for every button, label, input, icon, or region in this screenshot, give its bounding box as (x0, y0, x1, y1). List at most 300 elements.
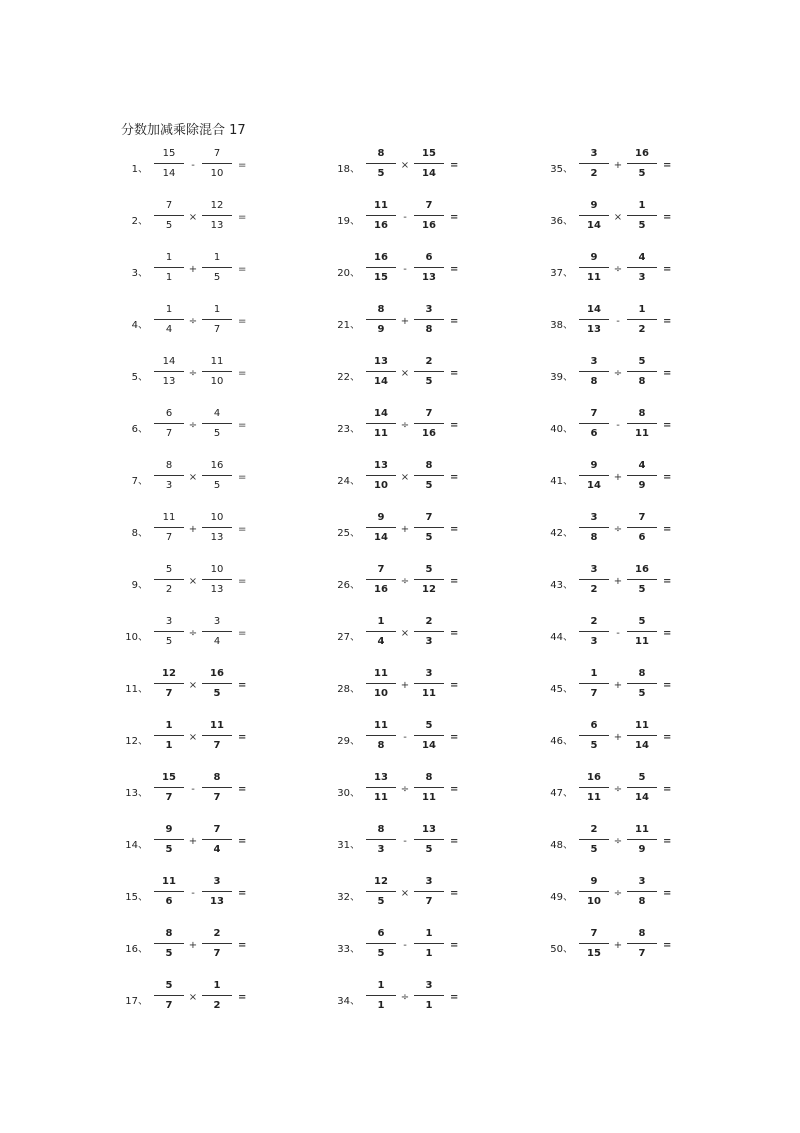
fraction-bar (579, 683, 609, 684)
equals-sign: = (663, 784, 672, 795)
fraction-b (627, 147, 657, 187)
fraction-a-denominator: 8 (590, 532, 598, 543)
operator-sign: + (188, 836, 198, 847)
equals-sign: = (663, 628, 672, 639)
fraction-a-numerator: 15 (162, 772, 176, 783)
fraction-bar (366, 423, 396, 424)
fraction-b-denominator: 5 (213, 480, 221, 491)
fraction-a (366, 771, 396, 811)
fraction-bar (579, 579, 609, 580)
fraction-bar (414, 683, 444, 684)
fraction-bar (579, 891, 609, 892)
fraction-a-numerator: 11 (162, 876, 176, 887)
equals-sign: = (450, 368, 459, 379)
problem-row (120, 355, 330, 395)
fraction-a-numerator: 1 (377, 616, 385, 627)
problem-row (332, 147, 542, 187)
fraction-b (202, 251, 232, 291)
fraction-b (202, 771, 232, 811)
fraction-b (202, 979, 232, 1019)
problem-number: 20、 (337, 268, 360, 279)
fraction-b (414, 147, 444, 187)
fraction-b-denominator: 5 (213, 688, 221, 699)
fraction-a-numerator: 8 (165, 928, 173, 939)
problem-row (120, 563, 330, 603)
fraction-bar (202, 683, 232, 684)
fraction-b (414, 667, 444, 707)
fraction-b (202, 199, 232, 239)
fraction-bar (154, 995, 184, 996)
equals-sign: = (663, 264, 672, 275)
fraction-b (627, 407, 657, 447)
fraction-a-numerator: 1 (165, 720, 173, 731)
operator-sign: ÷ (188, 628, 198, 639)
fraction-a-numerator: 1 (590, 668, 598, 679)
fraction-b-numerator: 10 (210, 564, 224, 575)
equals-sign: = (663, 524, 672, 535)
fraction-bar (366, 267, 396, 268)
operator-sign: - (191, 888, 195, 899)
fraction-bar (414, 371, 444, 372)
fraction-bar (202, 631, 232, 632)
fraction-a-numerator: 13 (374, 356, 388, 367)
equals-sign: = (238, 576, 247, 587)
problem-row (120, 407, 330, 447)
fraction-bar (202, 943, 232, 944)
equals-sign: = (238, 992, 247, 1003)
fraction-a-denominator: 13 (162, 376, 176, 387)
equals-sign: = (663, 940, 672, 951)
fraction-b-numerator: 11 (635, 824, 649, 835)
fraction-a-numerator: 5 (165, 980, 173, 991)
fraction-bar (202, 423, 232, 424)
problem-number: 29、 (337, 736, 360, 747)
operator-sign: - (403, 212, 407, 223)
problem-number: 40、 (550, 424, 573, 435)
fraction-a-numerator: 11 (374, 720, 388, 731)
fraction-bar (627, 787, 657, 788)
fraction-bar (154, 683, 184, 684)
fraction-b-numerator: 3 (425, 668, 433, 679)
fraction-bar (366, 371, 396, 372)
fraction-bar (366, 891, 396, 892)
fraction-b-numerator: 2 (425, 356, 433, 367)
fraction-bar (627, 943, 657, 944)
fraction-bar (366, 163, 396, 164)
operator-sign: × (188, 992, 198, 1003)
problem-row (545, 615, 755, 655)
problem-number: 2、 (131, 216, 148, 227)
fraction-b-denominator: 5 (213, 272, 221, 283)
operator-sign: - (616, 628, 620, 639)
fraction-a (154, 355, 184, 395)
fraction-a-numerator: 9 (590, 460, 598, 471)
fraction-bar (579, 943, 609, 944)
problem-row (332, 771, 542, 811)
fraction-a-denominator: 8 (377, 740, 385, 751)
problem-row (545, 407, 755, 447)
fraction-bar (414, 215, 444, 216)
equals-sign: = (450, 420, 459, 431)
fraction-bar (366, 735, 396, 736)
problem-number: 45、 (550, 684, 573, 695)
problem-number: 5、 (131, 372, 148, 383)
fraction-b-numerator: 7 (425, 200, 433, 211)
operator-sign: + (400, 316, 410, 327)
fraction-b-denominator: 16 (422, 220, 436, 231)
fraction-a (366, 563, 396, 603)
fraction-b-denominator: 5 (638, 688, 646, 699)
fraction-b-numerator: 11 (210, 356, 224, 367)
fraction-bar (579, 735, 609, 736)
fraction-b-denominator: 14 (635, 740, 649, 751)
equals-sign: = (663, 420, 672, 431)
fraction-bar (579, 787, 609, 788)
fraction-b (414, 563, 444, 603)
fraction-bar (154, 527, 184, 528)
fraction-b-numerator: 16 (210, 668, 224, 679)
problem-row (545, 303, 755, 343)
fraction-b-denominator: 5 (425, 844, 433, 855)
operator-sign: × (400, 368, 410, 379)
operator-sign: ÷ (188, 316, 198, 327)
fraction-b (202, 355, 232, 395)
fraction-bar (627, 163, 657, 164)
fraction-b-numerator: 4 (638, 252, 646, 263)
equals-sign: = (238, 888, 247, 899)
fraction-b-numerator: 3 (213, 876, 221, 887)
fraction-b (202, 927, 232, 967)
fraction-a-numerator: 16 (587, 772, 601, 783)
equals-sign: = (450, 160, 459, 171)
operator-sign: ÷ (613, 368, 623, 379)
fraction-b-numerator: 8 (638, 408, 646, 419)
operator-sign: + (613, 732, 623, 743)
equals-sign: = (450, 628, 459, 639)
fraction-a-denominator: 10 (374, 688, 388, 699)
fraction-bar (202, 319, 232, 320)
problem-row (545, 771, 755, 811)
fraction-a-numerator: 8 (377, 304, 385, 315)
fraction-a (366, 823, 396, 863)
fraction-bar (202, 579, 232, 580)
fraction-b-numerator: 2 (425, 616, 433, 627)
fraction-b-denominator: 3 (638, 272, 646, 283)
fraction-b (627, 823, 657, 863)
fraction-bar (414, 163, 444, 164)
fraction-a-numerator: 14 (374, 408, 388, 419)
problem-number: 36、 (550, 216, 573, 227)
fraction-a (579, 199, 609, 239)
problem-number: 4、 (131, 320, 148, 331)
problem-row (332, 823, 542, 863)
fraction-a (154, 251, 184, 291)
fraction-a (366, 303, 396, 343)
fraction-a (579, 303, 609, 343)
fraction-a (579, 147, 609, 187)
problem-number: 11、 (125, 684, 148, 695)
fraction-bar (202, 475, 232, 476)
operator-sign: - (616, 420, 620, 431)
problem-number: 30、 (337, 788, 360, 799)
fraction-bar (627, 631, 657, 632)
problem-number: 44、 (550, 632, 573, 643)
fraction-b (202, 459, 232, 499)
fraction-bar (627, 475, 657, 476)
fraction-b-numerator: 6 (425, 252, 433, 263)
fraction-b (414, 199, 444, 239)
operator-sign: + (400, 680, 410, 691)
fraction-bar (202, 527, 232, 528)
fraction-b (414, 303, 444, 343)
fraction-b-numerator: 7 (425, 512, 433, 523)
fraction-b-denominator: 13 (210, 220, 224, 231)
problem-row (545, 199, 755, 239)
problem-number: 28、 (337, 684, 360, 695)
fraction-bar (366, 943, 396, 944)
fraction-bar (579, 839, 609, 840)
fraction-a-denominator: 14 (587, 220, 601, 231)
problem-row (545, 823, 755, 863)
fraction-b-denominator: 13 (210, 896, 224, 907)
fraction-a-denominator: 1 (165, 272, 173, 283)
problem-number: 49、 (550, 892, 573, 903)
fraction-bar (154, 735, 184, 736)
fraction-a (366, 459, 396, 499)
fraction-b (202, 303, 232, 343)
fraction-a (366, 979, 396, 1019)
fraction-a-numerator: 8 (377, 824, 385, 835)
fraction-b-denominator: 5 (425, 480, 433, 491)
fraction-b-denominator: 5 (425, 376, 433, 387)
fraction-b-numerator: 3 (425, 304, 433, 315)
problem-row (545, 251, 755, 291)
fraction-b (414, 719, 444, 759)
fraction-b-denominator: 11 (422, 792, 436, 803)
problem-row (120, 927, 330, 967)
fraction-bar (202, 163, 232, 164)
fraction-b-numerator: 8 (638, 668, 646, 679)
fraction-bar (154, 423, 184, 424)
problem-number: 43、 (550, 580, 573, 591)
fraction-bar (627, 735, 657, 736)
fraction-b-numerator: 8 (213, 772, 221, 783)
fraction-bar (366, 839, 396, 840)
fraction-a (366, 875, 396, 915)
operator-sign: ÷ (400, 420, 410, 431)
fraction-a-numerator: 7 (590, 928, 598, 939)
problem-number: 46、 (550, 736, 573, 747)
fraction-a (579, 251, 609, 291)
fraction-bar (202, 995, 232, 996)
problem-row (120, 147, 330, 187)
fraction-a-numerator: 2 (590, 616, 598, 627)
fraction-a-numerator: 5 (165, 564, 173, 575)
fraction-bar (366, 683, 396, 684)
fraction-a (579, 823, 609, 863)
fraction-b (202, 667, 232, 707)
operator-sign: - (191, 160, 195, 171)
fraction-b (202, 147, 232, 187)
problem-row (545, 511, 755, 551)
fraction-a-denominator: 1 (377, 1000, 385, 1011)
equals-sign: = (238, 732, 247, 743)
fraction-b-denominator: 13 (210, 584, 224, 595)
fraction-b (627, 199, 657, 239)
equals-sign: = (238, 784, 247, 795)
problem-row (545, 927, 755, 967)
fraction-b-denominator: 2 (213, 1000, 221, 1011)
fraction-a-denominator: 4 (377, 636, 385, 647)
fraction-b-denominator: 13 (210, 532, 224, 543)
fraction-b-denominator: 14 (422, 740, 436, 751)
fraction-bar (366, 527, 396, 528)
problem-row (120, 771, 330, 811)
fraction-a-denominator: 5 (590, 740, 598, 751)
fraction-b (627, 875, 657, 915)
problem-number: 48、 (550, 840, 573, 851)
equals-sign: = (238, 316, 247, 327)
fraction-b (202, 511, 232, 551)
fraction-bar (579, 475, 609, 476)
operator-sign: ÷ (400, 576, 410, 587)
fraction-a (579, 511, 609, 551)
fraction-b-numerator: 3 (638, 876, 646, 887)
fraction-b-numerator: 13 (422, 824, 436, 835)
fraction-b-numerator: 7 (425, 408, 433, 419)
problem-number: 24、 (337, 476, 360, 487)
fraction-bar (414, 995, 444, 996)
fraction-b-denominator: 1 (425, 948, 433, 959)
operator-sign: + (188, 940, 198, 951)
fraction-bar (154, 215, 184, 216)
fraction-bar (366, 787, 396, 788)
fraction-a (366, 355, 396, 395)
fraction-b (202, 823, 232, 863)
fraction-a-numerator: 14 (587, 304, 601, 315)
equals-sign: = (238, 160, 247, 171)
fraction-b (627, 459, 657, 499)
fraction-b-denominator: 8 (425, 324, 433, 335)
operator-sign: ÷ (188, 420, 198, 431)
equals-sign: = (238, 940, 247, 951)
problem-row (332, 199, 542, 239)
problem-row (120, 251, 330, 291)
fraction-b-denominator: 3 (425, 636, 433, 647)
fraction-a (154, 407, 184, 447)
fraction-a-denominator: 1 (165, 740, 173, 751)
fraction-a-denominator: 6 (590, 428, 598, 439)
fraction-b-numerator: 3 (425, 980, 433, 991)
fraction-bar (154, 891, 184, 892)
equals-sign: = (450, 888, 459, 899)
fraction-a-denominator: 8 (590, 376, 598, 387)
fraction-a-numerator: 12 (374, 876, 388, 887)
fraction-a-numerator: 1 (165, 252, 173, 263)
fraction-a (154, 979, 184, 1019)
equals-sign: = (450, 680, 459, 691)
fraction-b (627, 927, 657, 967)
fraction-bar (627, 319, 657, 320)
fraction-b-denominator: 5 (638, 220, 646, 231)
fraction-b-numerator: 5 (425, 564, 433, 575)
problem-number: 25、 (337, 528, 360, 539)
equals-sign: = (450, 316, 459, 327)
fraction-b (414, 615, 444, 655)
fraction-bar (202, 735, 232, 736)
fraction-b-denominator: 4 (213, 844, 221, 855)
fraction-b-numerator: 8 (425, 460, 433, 471)
fraction-a-denominator: 3 (377, 844, 385, 855)
fraction-a-denominator: 3 (165, 480, 173, 491)
problem-row (120, 667, 330, 707)
fraction-b-numerator: 4 (213, 408, 221, 419)
fraction-b (627, 719, 657, 759)
fraction-a-denominator: 6 (165, 896, 173, 907)
problem-number: 1、 (131, 164, 148, 175)
fraction-bar (579, 527, 609, 528)
problem-number: 50、 (550, 944, 573, 955)
fraction-bar (414, 839, 444, 840)
fraction-b-denominator: 14 (422, 168, 436, 179)
fraction-a-denominator: 11 (587, 792, 601, 803)
fraction-a-numerator: 3 (590, 356, 598, 367)
fraction-b-denominator: 10 (210, 376, 224, 387)
fraction-a-numerator: 6 (377, 928, 385, 939)
fraction-a-denominator: 10 (374, 480, 388, 491)
fraction-a (154, 927, 184, 967)
fraction-b-numerator: 5 (425, 720, 433, 731)
operator-sign: ÷ (400, 784, 410, 795)
equals-sign: = (450, 784, 459, 795)
fraction-b (414, 875, 444, 915)
fraction-bar (579, 631, 609, 632)
fraction-a-numerator: 7 (165, 200, 173, 211)
operator-sign: × (188, 212, 198, 223)
fraction-b-denominator: 5 (213, 428, 221, 439)
fraction-bar (202, 787, 232, 788)
fraction-a-denominator: 14 (162, 168, 176, 179)
fraction-a (154, 303, 184, 343)
fraction-bar (627, 579, 657, 580)
fraction-b-denominator: 8 (638, 896, 646, 907)
fraction-bar (154, 475, 184, 476)
fraction-a-denominator: 16 (374, 584, 388, 595)
operator-sign: + (400, 524, 410, 535)
fraction-b-numerator: 12 (210, 200, 224, 211)
fraction-bar (627, 215, 657, 216)
fraction-a-denominator: 5 (377, 948, 385, 959)
problem-number: 6、 (131, 424, 148, 435)
fraction-bar (202, 267, 232, 268)
fraction-a-numerator: 11 (374, 200, 388, 211)
problem-row (332, 719, 542, 759)
operator-sign: + (613, 940, 623, 951)
problem-number: 8、 (131, 528, 148, 539)
fraction-a (579, 667, 609, 707)
problem-row (332, 563, 542, 603)
equals-sign: = (663, 368, 672, 379)
fraction-bar (579, 319, 609, 320)
fraction-a (579, 407, 609, 447)
operator-sign: × (400, 472, 410, 483)
fraction-bar (627, 891, 657, 892)
fraction-b (627, 615, 657, 655)
fraction-a-denominator: 2 (165, 584, 173, 595)
operator-sign: + (613, 160, 623, 171)
fraction-bar (202, 891, 232, 892)
fraction-b-numerator: 10 (210, 512, 224, 523)
